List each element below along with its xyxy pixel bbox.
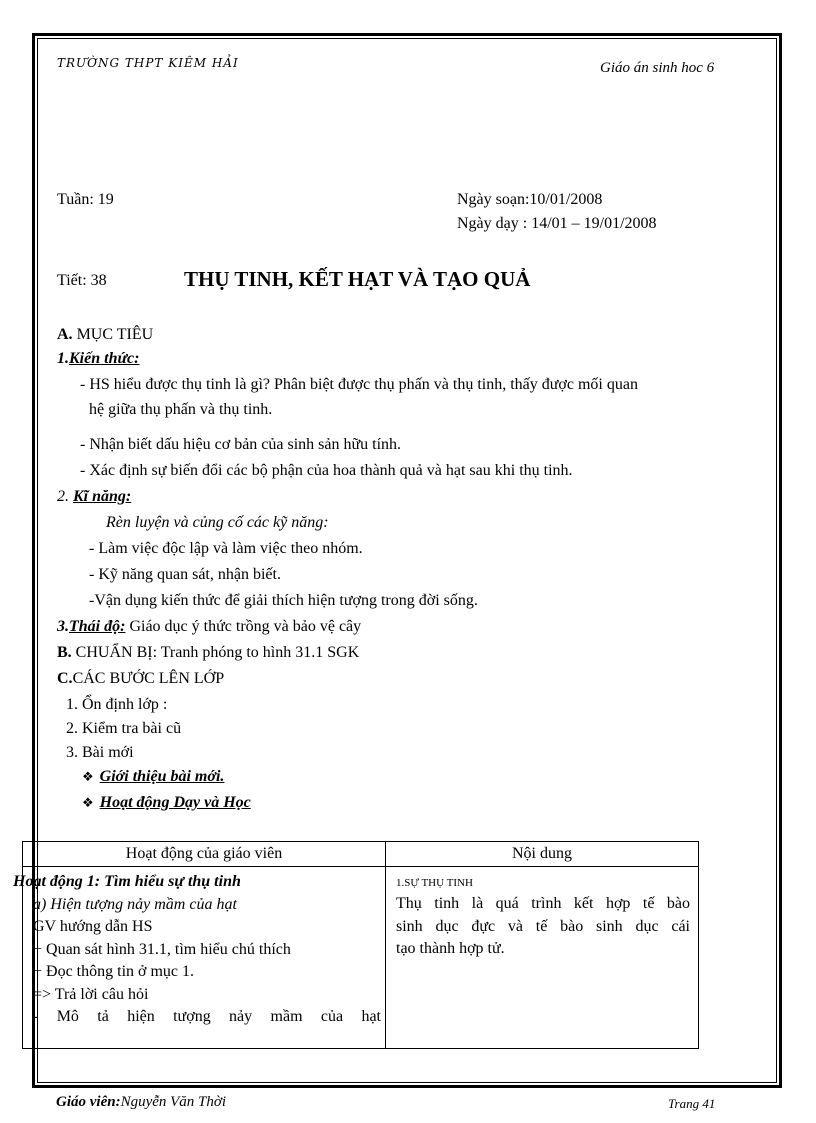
knowledge-line-1a: - HS hiểu được thụ tinh là gì? Phân biệt được thụ phấn và thụ tinh, thấy được mối quan	[80, 376, 638, 393]
table-row	[23, 867, 699, 1049]
knowledge-line-2: - Nhận biết dấu hiệu cơ bản của sinh sản hữu tính.	[80, 436, 402, 453]
header-school: TRƯỜNG THPT KIÊM HẢI	[57, 56, 239, 70]
step-1: 1. Ổn định lớp :	[66, 696, 168, 713]
period-label: Tiết: 38	[57, 272, 107, 289]
activity-table	[13, 841, 699, 1049]
activity-line: => Trả lời câu hỏi	[33, 985, 149, 1003]
col-header-teacher: Hoạt động của giáo viên	[23, 842, 386, 867]
teacher-activity-cell	[13, 867, 386, 1049]
step-3: 3. Bài mới	[66, 744, 134, 761]
skills-line-3: -Vận dụng kiến thức để giải thích hiện tượng trong đời sống.	[89, 592, 478, 609]
knowledge-line-3: - Xác định sự biến đổi các bộ phận của hoa thành quả và hạt sau khi thụ tinh.	[80, 462, 573, 479]
content-line: tạo thành hợp tử.	[396, 940, 505, 957]
diamond-bullet-icon: ❖	[82, 795, 94, 810]
section-c-heading: C.CÁC BƯỚC LÊN LỚP	[57, 670, 225, 687]
activity-heading: Hoạt động 1: Tìm hiểu sự thụ tinh	[13, 873, 241, 890]
skills-heading: 2. Kĩ năng:	[57, 488, 132, 505]
activity-line: - Mô tả hiện tượng nảy mầm của hạt	[33, 1008, 381, 1025]
prep-date: Ngày soạn:10/01/2008	[457, 191, 603, 208]
activity-line: GV hướng dẫn HS	[33, 918, 153, 935]
knowledge-heading: 1.Kiến thức:	[57, 350, 140, 367]
skills-line-2: - Kỹ năng quan sát, nhận biết.	[89, 566, 281, 583]
page-number: Trang 41	[668, 1096, 716, 1111]
section-a-title: MỤC TIÊU	[76, 326, 154, 343]
content-line: Thụ tinh là quá trình kết hợp tế bào	[396, 895, 690, 912]
section-a-letter: A.	[57, 326, 73, 343]
content-line: sinh dục đực và tế bào sinh dục cái	[396, 917, 690, 935]
step-2: 2. Kiểm tra bài cũ	[66, 720, 182, 737]
col-header-content: Nội dung	[386, 842, 699, 867]
activity-sub: a) Hiện tượng nảy mầm của hạt	[33, 895, 237, 913]
teach-date: Ngày dạy : 14/01 – 19/01/2008	[457, 215, 657, 232]
lesson-title: THỤ TINH, KẾT HẠT VÀ TẠO QUẢ	[184, 267, 531, 291]
week-label: Tuần: 19	[57, 191, 114, 208]
sub-step-intro: ❖ Giới thiệu bài mới.	[82, 768, 225, 785]
content-heading: 1.SỰ THỤ TINH	[396, 877, 473, 889]
sub-step-activities: ❖ Hoạt động Dạy và Học	[82, 794, 251, 811]
diamond-bullet-icon: ❖	[82, 769, 94, 784]
header-subject: Giáo án sinh hoc 6	[600, 60, 715, 76]
teacher-name: Nguyễn Văn Thời	[120, 1094, 227, 1110]
skills-intro: Rèn luyện và củng cố các kỹ năng:	[106, 514, 329, 531]
footer-teacher: Giáo viên:Nguyễn Văn Thời	[56, 1094, 227, 1110]
section-a-heading	[57, 325, 153, 344]
attitude-line: 3.Thái độ: Giáo dục ý thức trồng và bảo vệ cây	[57, 618, 362, 635]
section-b: B. CHUẨN BỊ: Tranh phóng to hình 31.1 SGK	[57, 644, 360, 661]
activity-line: + Quan sát hình 31.1, tìm hiểu chú thích	[33, 940, 291, 958]
knowledge-line-1b: hệ giữa thụ phấn và thụ tinh.	[89, 401, 273, 418]
table-header-row	[23, 842, 699, 867]
skills-line-1: - Làm việc độc lập và làm việc theo nhóm.	[89, 540, 363, 557]
activity-line: + Đọc thông tin ở mục 1.	[33, 963, 195, 980]
content-cell	[386, 867, 699, 1049]
